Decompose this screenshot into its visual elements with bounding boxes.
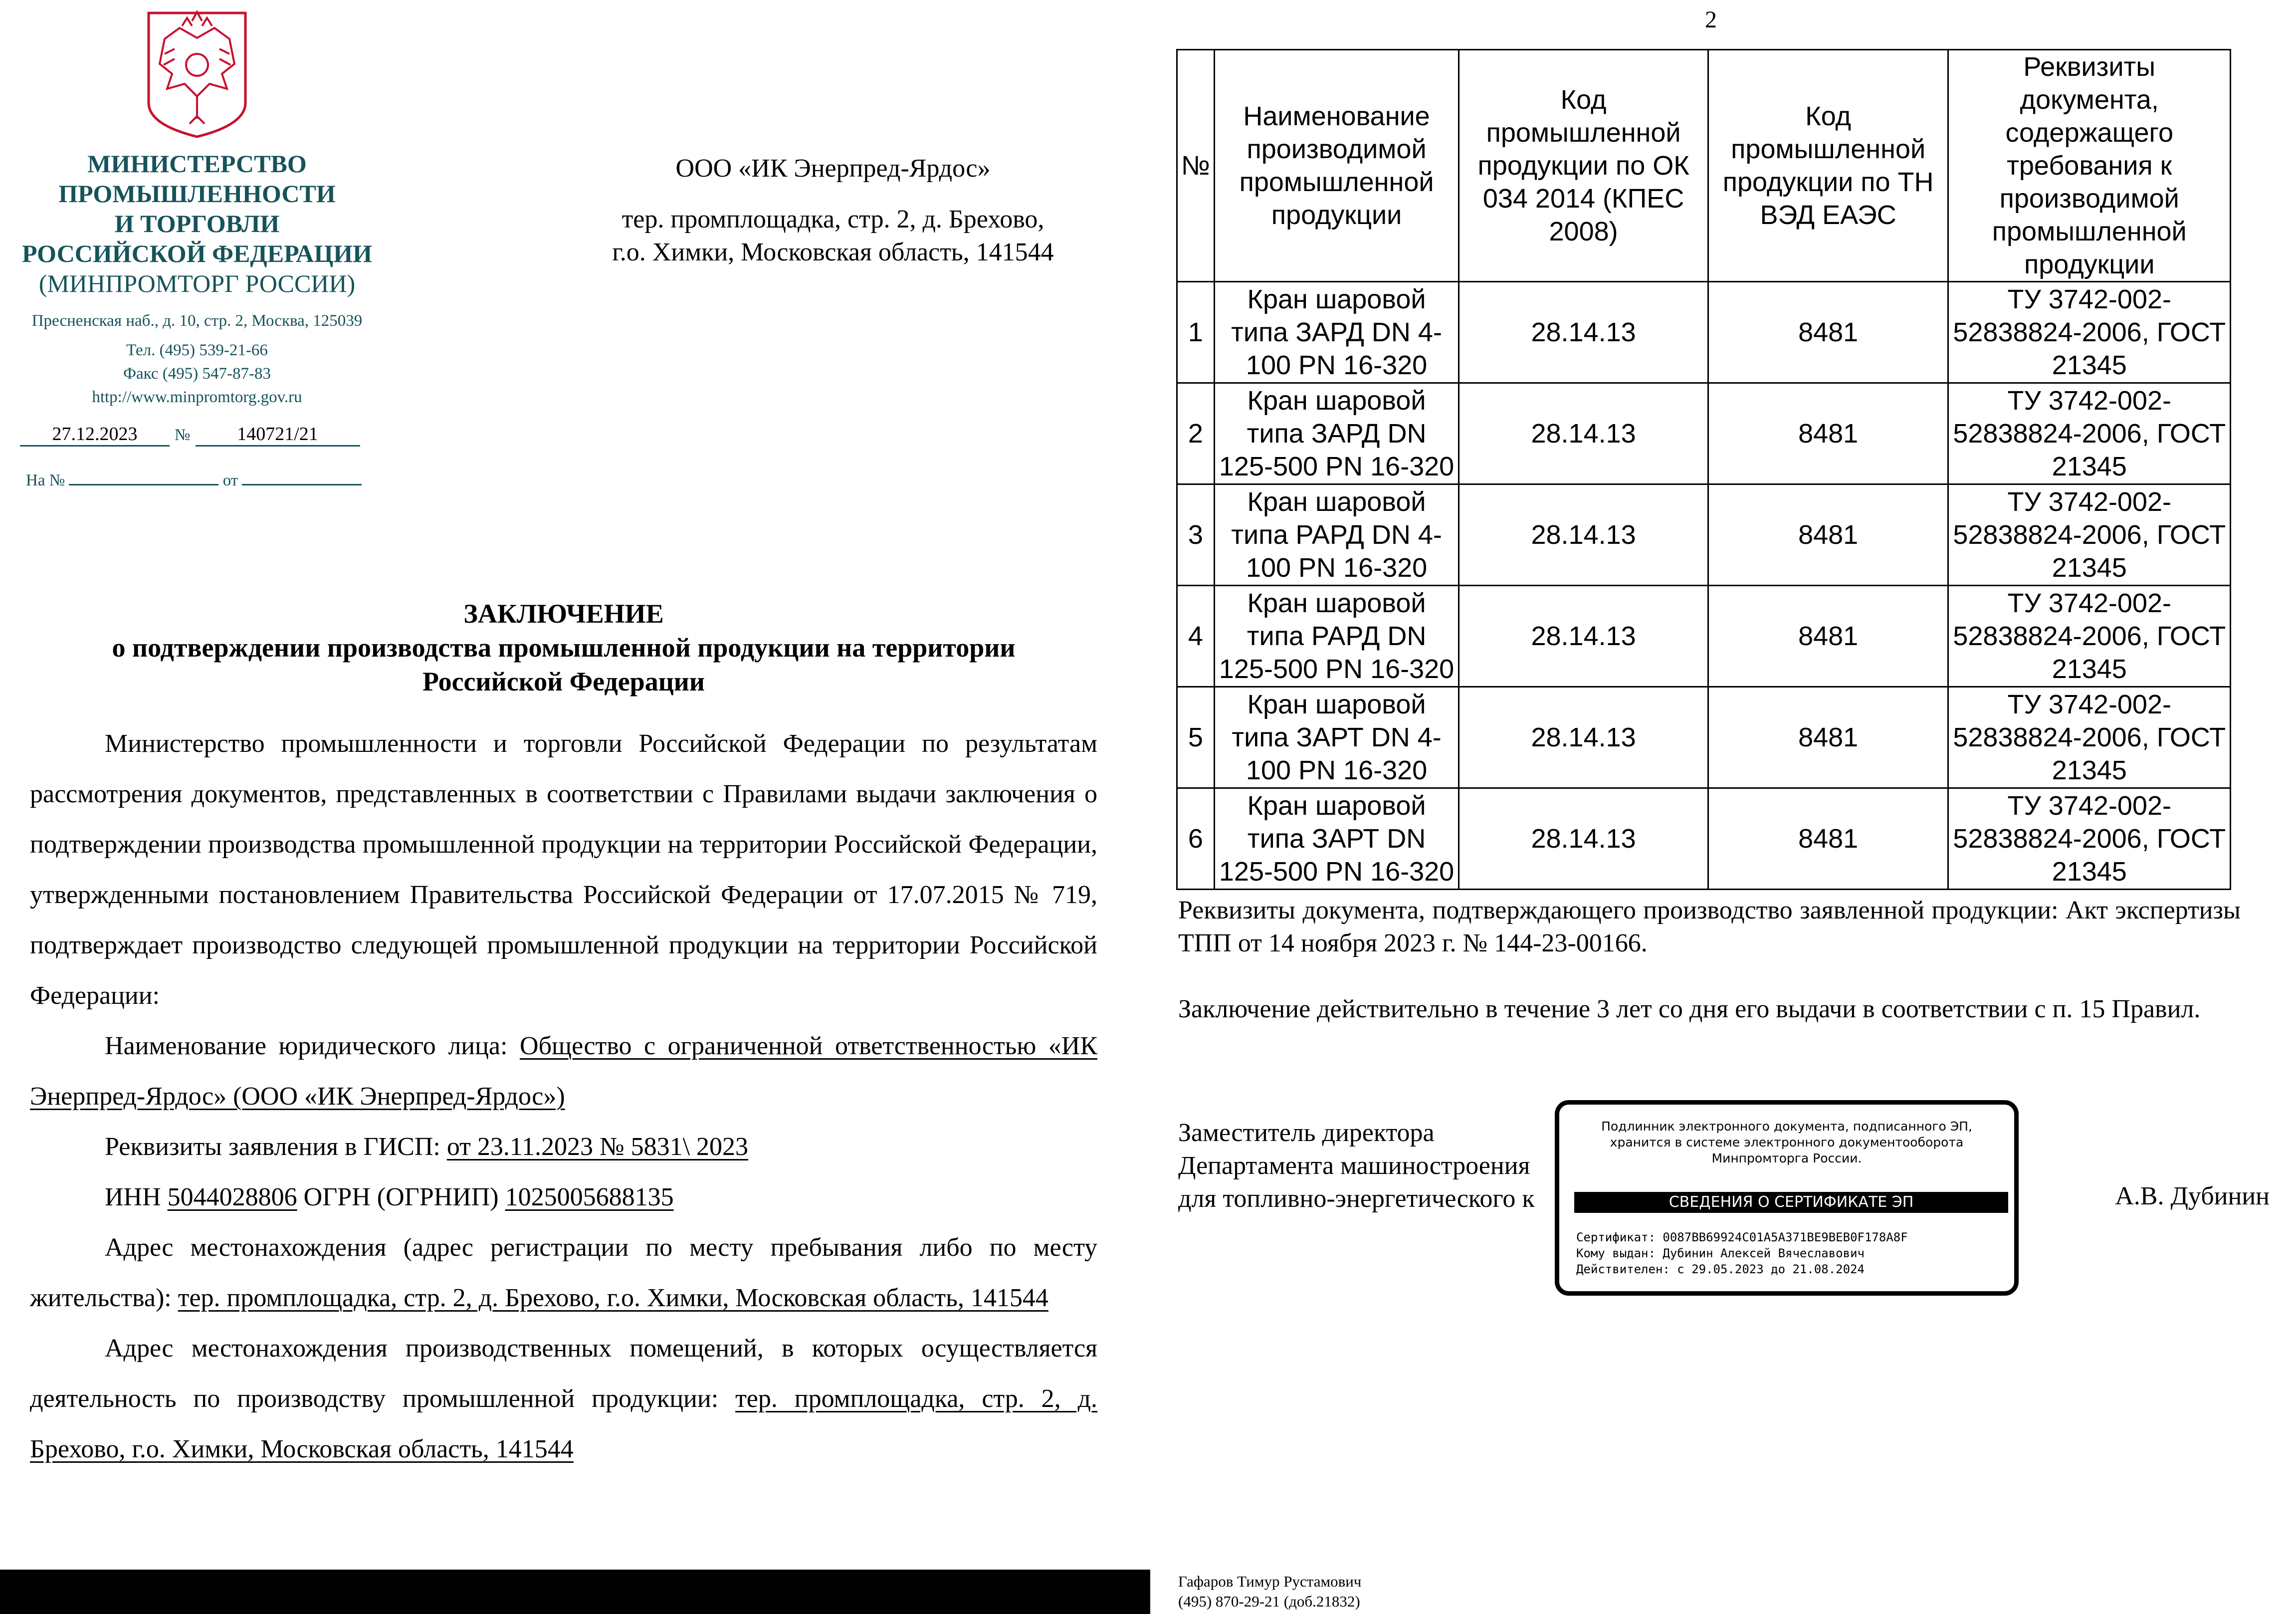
prod-address-value: тер. промплощадка, стр. 2, д. Брехово, г.о. Химки, Московская область, 141544 xyxy=(30,1384,1098,1463)
ogrn-label: ОГРН (ОГРНИП) xyxy=(303,1183,499,1211)
cell-number: 3 xyxy=(1177,484,1215,586)
table-row xyxy=(1177,383,2231,484)
legal-name-value: Общество с ограниченной ответственностью «ИК Энерпред-Ярдос» (ООО «ИК Энерпред-Ярдос») xyxy=(30,1032,1098,1111)
cell-tnved-code: 8481 xyxy=(1708,282,1948,383)
gisp-value: от 23.11.2023 № 5831\ 2023 xyxy=(446,1133,749,1161)
cell-tnved-code: 8481 xyxy=(1708,687,1948,788)
table-row xyxy=(1177,282,2231,383)
executor-info xyxy=(1178,1572,1627,1612)
signer-title-line: для топливно-энергетического к xyxy=(1178,1184,1535,1213)
cell-tnved-code: 8481 xyxy=(1708,484,1948,586)
ministry-name-line: МИНИСТЕРСТВО xyxy=(87,150,307,178)
cell-okpd-code: 28.14.13 xyxy=(1459,586,1708,687)
ministry-name-line: И ТОРГОВЛИ xyxy=(114,210,280,237)
document-title-line: Российской Федерации xyxy=(422,667,705,696)
cell-requirements: ТУ 3742-002-52838824-2006, ГОСТ 21345 xyxy=(1948,788,2231,890)
inn-value: 5044028806 xyxy=(167,1183,297,1211)
outgoing-reference xyxy=(20,423,379,447)
recipient-block xyxy=(559,152,1107,269)
ministry-website[interactable]: http://www.minpromtorg.gov.ru xyxy=(92,388,302,406)
cell-okpd-code: 28.14.13 xyxy=(1459,484,1708,586)
document-title xyxy=(30,597,1097,698)
incoming-number-blank xyxy=(69,469,218,485)
table-row xyxy=(1177,586,2231,687)
reg-address-label: Адрес местонахождения (адрес регистрации по месту пребывания либо по месту жительства): xyxy=(30,1233,1097,1312)
incoming-reference xyxy=(26,469,385,490)
cell-number: 4 xyxy=(1177,586,1215,687)
header-number: № xyxy=(1177,50,1215,282)
confirmation-document: Реквизиты документа, подтверждающего производство заявленной продукции: Акт экспертизы ТПП от 14 ноября 2023 г. № 144-23-00166. xyxy=(1178,896,2241,957)
document-title-main: ЗАКЛЮЧЕНИЕ xyxy=(463,599,664,629)
ministry-address: Пресненская наб., д. 10, стр. 2, Москва, 125039 xyxy=(31,312,363,330)
cell-product-name: Кран шаровой типа ЗАРД DN 4-100 PN 16-320 xyxy=(1214,282,1459,383)
outgoing-date: 27.12.2023 xyxy=(20,423,170,447)
prod-address-paragraph xyxy=(30,1323,1097,1474)
reg-address-paragraph xyxy=(30,1222,1097,1323)
cell-number: 1 xyxy=(1177,282,1215,383)
recipient-address-line: тер. промплощадка, стр. 2, д. Брехово, xyxy=(622,205,1044,233)
redaction-bar xyxy=(0,1570,1150,1614)
stamp-header-line: хранится в системе электронного документооборота xyxy=(1610,1135,1964,1150)
ministry-abbreviation: (МИНПРОМТОРГ РОССИИ) xyxy=(38,269,356,297)
ministry-contacts xyxy=(0,309,394,409)
ministry-name-line: ПРОМЫШЛЕННОСТИ xyxy=(58,180,336,208)
product-table xyxy=(1176,49,2231,890)
table-row xyxy=(1177,484,2231,586)
document-title-line: о подтверждении производства промышленной продукции на территории xyxy=(112,633,1016,663)
electronic-signature-stamp xyxy=(1555,1100,2019,1296)
header-product-name: Наименование производимой промышленной продукции xyxy=(1214,50,1459,282)
validity-statement: Заключение действительно в течение 3 лет со дня его выдачи в соответствии с п. 15 Правил. xyxy=(1178,995,2201,1023)
cell-product-name: Кран шаровой типа РАРД DN 125-500 PN 16-320 xyxy=(1214,586,1459,687)
ministry-fax: Факс (495) 547-87-83 xyxy=(123,365,271,383)
cell-okpd-code: 28.14.13 xyxy=(1459,788,1708,890)
recipient-address-line: г.о. Химки, Московская область, 141544 xyxy=(612,238,1054,266)
stamp-header xyxy=(1559,1119,2014,1166)
outgoing-number: 140721/21 xyxy=(196,423,360,447)
stamp-validity: Действителен: с 29.05.2023 до 21.08.2024 xyxy=(1576,1262,1865,1276)
executor-name: Гафаров Тимур Рустамович xyxy=(1178,1573,1362,1590)
stamp-certificate-banner: СВЕДЕНИЯ О СЕРТИФИКАТЕ ЭП xyxy=(1574,1192,2008,1213)
cell-number: 5 xyxy=(1177,687,1215,788)
stamp-header-line: Подлинник электронного документа, подписанного ЭП, xyxy=(1601,1119,1972,1134)
inn-label: ИНН xyxy=(105,1183,161,1211)
signer-title-line: Заместитель директора xyxy=(1178,1119,1435,1147)
gisp-label: Реквизиты заявления в ГИСП: xyxy=(105,1133,440,1161)
outgoing-number-label: № xyxy=(175,426,191,444)
cell-tnved-code: 8481 xyxy=(1708,383,1948,484)
ogrn-value: 1025005688135 xyxy=(505,1183,674,1211)
cell-requirements: ТУ 3742-002-52838824-2006, ГОСТ 21345 xyxy=(1948,687,2231,788)
table-header-row xyxy=(1177,50,2231,282)
stamp-header-line: Минпромторга России. xyxy=(1711,1151,1862,1165)
incoming-date-blank xyxy=(242,469,362,485)
legal-name-paragraph xyxy=(30,1021,1097,1122)
cell-requirements: ТУ 3742-002-52838824-2006, ГОСТ 21345 xyxy=(1948,282,2231,383)
prod-address-label: Адрес местонахождения производственных помещений, в которых осуществляется деятельность по производству промышленной продукции: xyxy=(30,1334,1097,1413)
cell-number: 2 xyxy=(1177,383,1215,484)
header-requirements: Реквизиты документа, содержащего требования к производимой промышленной продукции xyxy=(1948,50,2231,282)
header-tnved-code: Код промышленной продукции по ТН ВЭД ЕАЭС xyxy=(1708,50,1948,282)
incoming-number-label: На № xyxy=(26,471,65,489)
cell-tnved-code: 8481 xyxy=(1708,788,1948,890)
body-intro: Министерство промышленности и торговли Российской Федерации по результатам рассмотрения документов, представленных в соответствии с Правилами выдачи заключения о подтверждении производства промышленной продукции на территории Российской Федерации, утвержденными постановлением Правительства Российской Федерации от 17.07.2015 № 719, подтверждает производство следующей промышленной продукции на территории Российской Федерации: xyxy=(30,729,1097,1010)
signer-name: А.В. Дубинин xyxy=(2115,1182,2270,1210)
ministry-name xyxy=(10,149,384,298)
ministry-name-line: РОССИЙСКОЙ ФЕДЕРАЦИИ xyxy=(21,239,373,267)
cell-okpd-code: 28.14.13 xyxy=(1459,282,1708,383)
stamp-issued-to: Кому выдан: Дубинин Алексей Вячеславович xyxy=(1576,1246,1865,1260)
cell-requirements: ТУ 3742-002-52838824-2006, ГОСТ 21345 xyxy=(1948,383,2231,484)
signer-title-line: Департамента машиностроения xyxy=(1178,1152,1530,1180)
cell-product-name: Кран шаровой типа ЗАРТ DN 4-100 PN 16-320 xyxy=(1214,687,1459,788)
reg-address-value: тер. промплощадка, стр. 2, д. Брехово, г.о. Химки, Московская область, 141544 xyxy=(178,1284,1048,1312)
coat-of-arms-icon xyxy=(145,9,249,140)
cell-tnved-code: 8481 xyxy=(1708,586,1948,687)
executor-phone: (495) 870-29-21 (доб.21832) xyxy=(1178,1593,1360,1610)
header-okpd-code: Код промышленной продукции по ОК 034 2014 (КПЕС 2008) xyxy=(1459,50,1708,282)
cell-number: 6 xyxy=(1177,788,1215,890)
stamp-certificate-id: Сертификат: 0087BB69924C01A5A371BE9BEB0F178A8F xyxy=(1576,1230,1908,1244)
ministry-phone: Тел. (495) 539-21-66 xyxy=(126,341,268,359)
page-number: 2 xyxy=(1705,6,1717,33)
table-row xyxy=(1177,687,2231,788)
recipient-name: ООО «ИК Энерпред-Ярдос» xyxy=(675,154,991,183)
cell-requirements: ТУ 3742-002-52838824-2006, ГОСТ 21345 xyxy=(1948,586,2231,687)
cell-requirements: ТУ 3742-002-52838824-2006, ГОСТ 21345 xyxy=(1948,484,2231,586)
cell-product-name: Кран шаровой типа ЗАРТ DN 125-500 PN 16-320 xyxy=(1214,788,1459,890)
incoming-from-label: от xyxy=(222,471,238,489)
legal-name-label: Наименование юридического лица: xyxy=(105,1032,508,1060)
cell-okpd-code: 28.14.13 xyxy=(1459,383,1708,484)
cell-product-name: Кран шаровой типа ЗАРД DN 125-500 PN 16-320 xyxy=(1214,383,1459,484)
table-row xyxy=(1177,788,2231,890)
inn-ogrn-paragraph xyxy=(30,1172,1097,1222)
stamp-certificate-details xyxy=(1576,1229,1908,1277)
gisp-paragraph xyxy=(30,1122,1097,1172)
cell-product-name: Кран шаровой типа РАРД DN 4-100 PN 16-320 xyxy=(1214,484,1459,586)
document-body xyxy=(30,718,1097,1474)
cell-okpd-code: 28.14.13 xyxy=(1459,687,1708,788)
